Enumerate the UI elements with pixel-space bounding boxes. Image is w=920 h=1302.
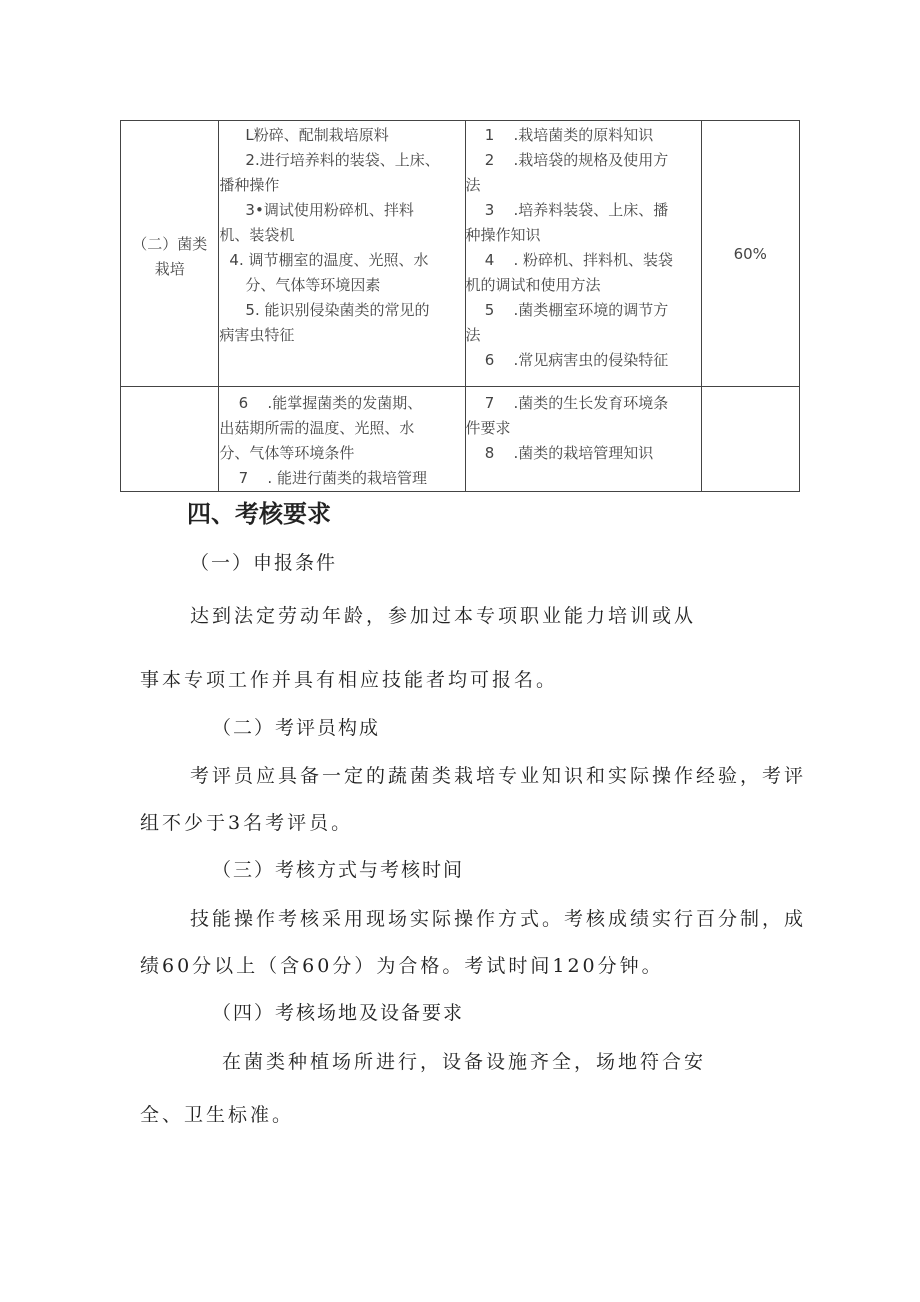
knowledge-line: 件要求	[465, 419, 511, 437]
table-row	[121, 121, 800, 387]
subsection-heading: （二）考评员构成	[212, 717, 381, 739]
knowledge-line: .栽培菌类的原料知识	[513, 126, 654, 144]
skill-line: . 能进行菌类的栽培管理	[267, 469, 427, 487]
item-number: 1	[484, 126, 495, 144]
knowledge-line: 法	[465, 176, 481, 194]
knowledge-line: 种操作知识	[465, 226, 541, 244]
knowledge-line: 法	[465, 326, 481, 344]
skill-line: 3•调试使用粉碎机、拌料	[245, 201, 414, 219]
skill-line: 分、气体等环境因素	[245, 276, 381, 294]
item-number: 6	[484, 351, 495, 369]
category-line: 栽培	[154, 260, 185, 278]
skill-line: 出菇期所需的温度、光照、水	[219, 419, 415, 437]
table-row	[121, 387, 800, 492]
item-number: 8	[484, 444, 495, 462]
paragraph-line: 全、卫生标准。	[140, 1104, 295, 1126]
skills-cell	[219, 121, 465, 387]
knowledge-line: .菌类的栽培管理知识	[513, 444, 654, 462]
skill-line: 病害虫特征	[219, 326, 295, 344]
item-number: 7	[238, 469, 249, 487]
paragraph-line: 绩60分以上（含60分）为合格。考试时间120分钟。	[140, 955, 664, 977]
category-line: （二）菌类	[132, 235, 208, 253]
item-number: 3	[484, 201, 495, 219]
paragraph-line: 组不少于3名考评员。	[140, 812, 354, 834]
subsection-heading: （四）考核场地及设备要求	[212, 1002, 465, 1024]
category-cell	[121, 121, 219, 387]
item-number: 5	[484, 301, 495, 319]
knowledge-line: .培养料装袋、上床、播	[513, 201, 669, 219]
paragraph-line: 考评员应具备一定的蔬菌类栽培专业知识和实际操作经验，考评	[190, 765, 807, 787]
subsection-heading: （三）考核方式与考核时间	[212, 859, 465, 881]
weight-cell	[701, 121, 799, 387]
category-cell	[121, 387, 219, 492]
skill-line: 5. 能识别侵染菌类的常见的	[245, 301, 430, 319]
skills-cell	[219, 387, 465, 492]
skill-line: 4. 调节棚室的温度、光照、水	[229, 251, 429, 269]
paragraph-line: 事本专项工作并具有相应技能者均可报名。	[140, 669, 559, 691]
knowledge-cell	[465, 121, 701, 387]
skill-line: 播种操作	[219, 176, 280, 194]
knowledge-line: .常见病害虫的侵染特征	[513, 351, 669, 369]
section-title: 四、考核要求	[187, 500, 331, 528]
weight-value: 60%	[733, 245, 767, 263]
item-number: 6	[238, 394, 249, 412]
subsection-heading: （一）申报条件	[190, 552, 338, 574]
skill-line: 2.进行培养料的装袋、上床、	[245, 151, 440, 169]
knowledge-line: . 粉碎机、拌料机、装袋	[513, 251, 674, 269]
paragraph-line: 达到法定劳动年龄，参加过本专项职业能力培训或从	[190, 605, 697, 627]
skill-line: .能掌握菌类的发菌期、	[267, 394, 423, 412]
skills-table	[120, 120, 800, 492]
item-number: 2	[484, 151, 495, 169]
knowledge-line: .栽培袋的规格及使用方	[513, 151, 669, 169]
weight-cell	[701, 387, 799, 492]
skill-line: L粉碎、配制栽培原料	[245, 126, 389, 144]
paragraph-line: 在菌类种植场所进行，设备设施齐全，场地符合安	[222, 1051, 707, 1073]
knowledge-line: .菌类的生长发育环境条	[513, 394, 669, 412]
skill-line: 机、装袋机	[219, 226, 295, 244]
item-number: 4	[484, 251, 495, 269]
knowledge-line: 机的调试和使用方法	[465, 276, 601, 294]
item-number: 7	[484, 394, 495, 412]
knowledge-cell	[465, 387, 701, 492]
knowledge-line: .菌类棚室环境的调节方	[513, 301, 669, 319]
skill-line: 分、气体等环境条件	[219, 444, 355, 462]
paragraph-line: 技能操作考核采用现场实际操作方式。考核成绩实行百分制，成	[190, 908, 807, 930]
